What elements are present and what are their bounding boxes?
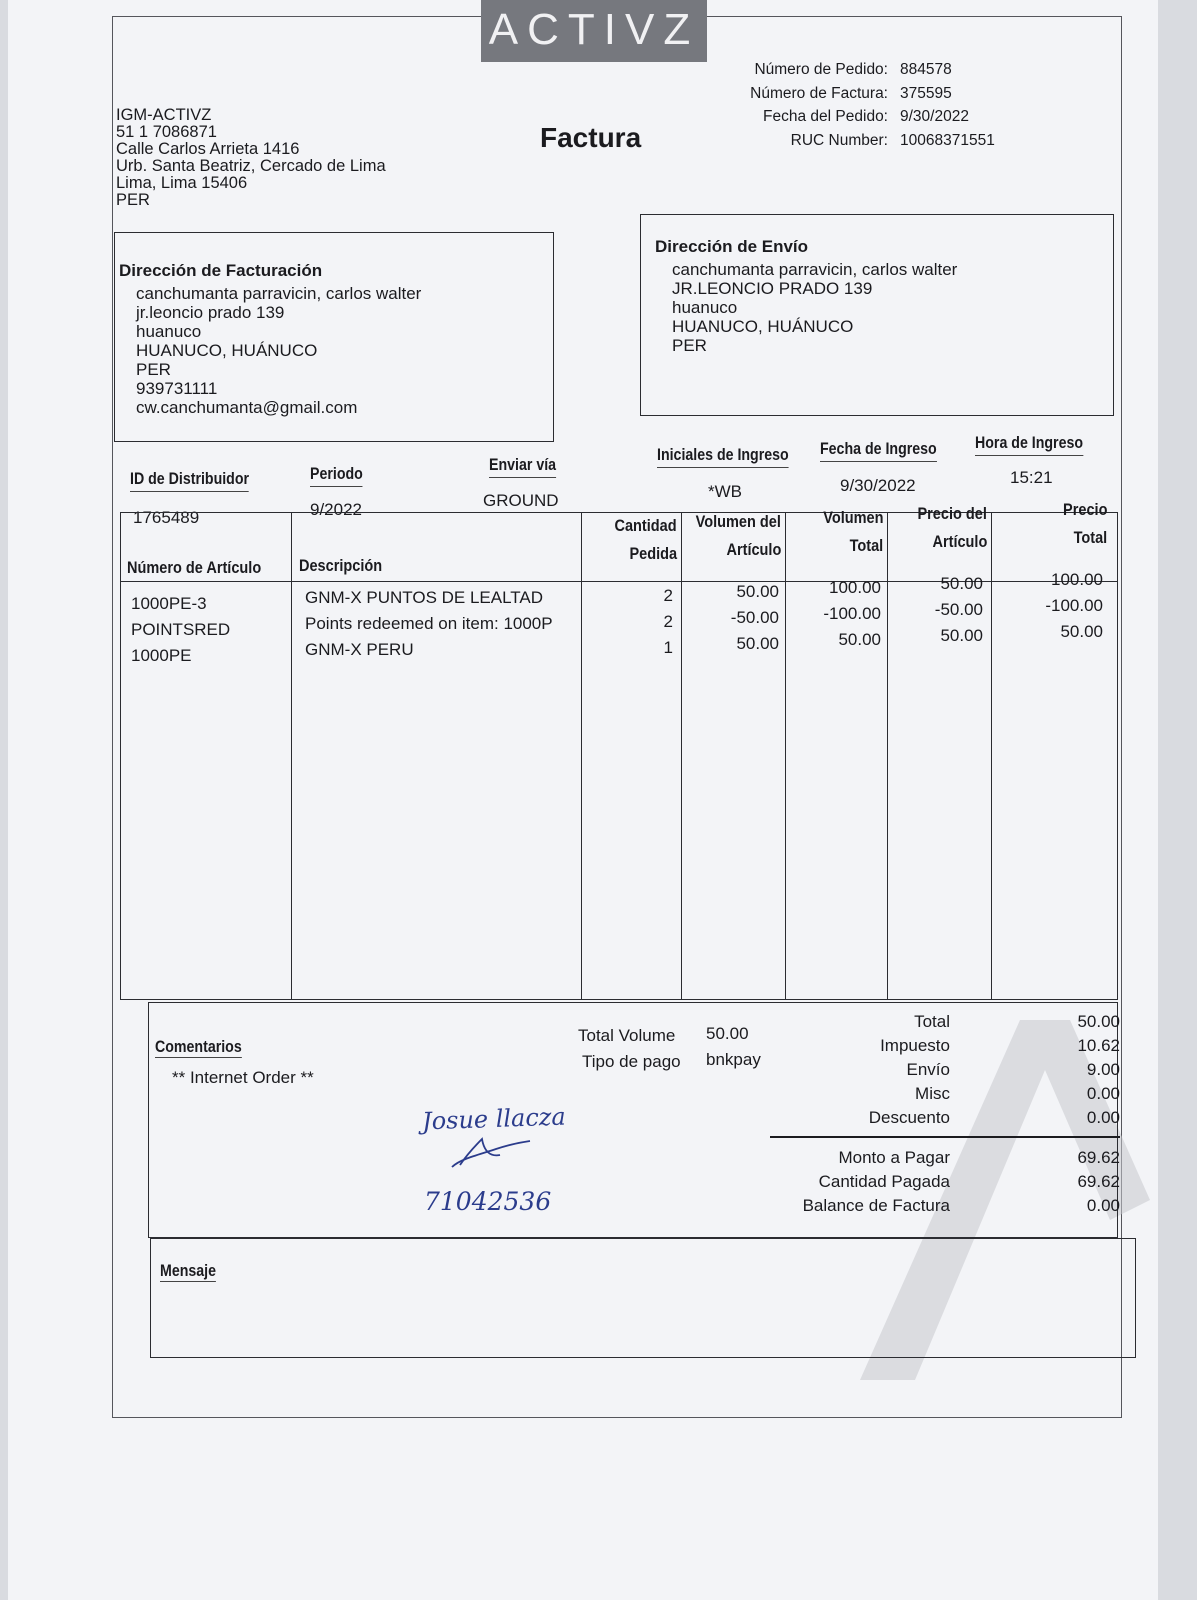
- header-price-total-line1: Precio: [1062, 501, 1107, 519]
- header-qty-line1: Cantidad: [614, 517, 677, 535]
- shipping-address-box: [640, 214, 1114, 416]
- order-number-value: 884578: [900, 61, 952, 78]
- entry-initials-value: *WB: [708, 482, 742, 501]
- item-price: -50.00: [934, 600, 983, 619]
- column-divider: [785, 513, 786, 999]
- total-volume-value: 50.00: [706, 1024, 749, 1043]
- shipping-line: huanuco: [672, 298, 738, 317]
- totals-row: [770, 1084, 1120, 1108]
- entry-initials-label: Iniciales de Ingreso: [657, 446, 789, 468]
- totals-label: Descuento: [868, 1108, 950, 1127]
- item-number: 1000PE: [131, 646, 192, 665]
- company-street: Calle Carlos Arrieta 1416: [116, 140, 300, 158]
- entry-date-value: 9/30/2022: [840, 476, 916, 495]
- item-number: POINTSRED: [131, 620, 231, 639]
- header-item-number: Número de Artículo: [127, 559, 262, 577]
- item-price: 50.00: [940, 574, 983, 593]
- billing-line: PER: [136, 360, 171, 379]
- totals-row: [770, 1108, 1120, 1132]
- amount-due-value: 69.62: [1077, 1148, 1120, 1167]
- shipping-title: Dirección de Envío: [655, 237, 809, 256]
- shipping-line: PER: [672, 336, 707, 355]
- company-country: PER: [116, 191, 150, 209]
- invoice-number-label: Número de Factura:: [750, 84, 888, 102]
- column-divider: [291, 513, 292, 999]
- billing-line: HUANUCO, HUÁNUCO: [136, 341, 318, 360]
- item-price-total: -100.00: [1045, 596, 1103, 615]
- totals-row: [770, 1060, 1120, 1084]
- entry-date-label: Fecha de Ingreso: [820, 440, 937, 462]
- totals-label: Envío: [906, 1060, 950, 1079]
- item-description: Points redeemed on item: 1000P: [305, 614, 553, 633]
- item-volume-total: 100.00: [829, 578, 881, 597]
- item-description: GNM-X PUNTOS DE LEALTAD: [305, 588, 544, 607]
- header-description: Descripción: [299, 557, 383, 575]
- item-qty: 2: [663, 612, 673, 631]
- item-qty: 2: [663, 586, 673, 605]
- shipping-line: HUANUCO, HUÁNUCO: [672, 317, 854, 336]
- entry-time-value: 15:21: [1010, 468, 1053, 487]
- distributor-id-value: 1765489: [133, 508, 200, 527]
- column-divider: [681, 513, 682, 999]
- header-volume-item-line2: Artículo: [726, 541, 781, 559]
- item-volume-total: -100.00: [823, 604, 881, 623]
- distributor-id-label: ID de Distribuidor: [130, 470, 249, 492]
- item-qty: 1: [663, 638, 673, 657]
- signature-id: 71042536: [424, 1187, 552, 1216]
- order-meta: [720, 58, 995, 152]
- description-cell: [305, 585, 553, 663]
- header-price-item-line1: Precio del: [917, 505, 987, 523]
- company-logo: ACTIVZ: [481, 0, 707, 62]
- company-address: [116, 107, 386, 209]
- message-box: [150, 1238, 1136, 1358]
- invoice-balance-label: Balance de Factura: [802, 1196, 950, 1215]
- ship-via-label: Enviar vía: [489, 456, 556, 478]
- header-volume-item-line1: Volumen del: [695, 513, 781, 531]
- item-price-total: 100.00: [1051, 570, 1103, 589]
- signature-name: Josue llacza: [421, 1102, 567, 1136]
- final-row: [770, 1196, 1120, 1220]
- totals-value: 50.00: [1077, 1012, 1120, 1031]
- total-volume-label: Total Volume: [578, 1026, 676, 1045]
- item-volume: 50.00: [736, 634, 779, 653]
- handwritten-signature: [420, 1102, 590, 1216]
- price-total-cell: [1045, 567, 1103, 645]
- column-divider: [581, 513, 582, 999]
- amount-paid-label: Cantidad Pagada: [818, 1172, 950, 1191]
- ship-via-value: GROUND: [483, 491, 559, 510]
- billing-title: Dirección de Facturación: [119, 261, 323, 280]
- item-volume: -50.00: [730, 608, 779, 627]
- billing-email: cw.canchumanta@gmail.com: [136, 398, 358, 417]
- billing-line: jr.leoncio prado 139: [136, 303, 285, 322]
- entry-time-label: Hora de Ingreso: [975, 434, 1083, 456]
- message-label: Mensaje: [160, 1262, 217, 1280]
- header-qty-line2: Pedida: [629, 545, 677, 563]
- period-label: Periodo: [310, 465, 363, 487]
- item-description: GNM-X PERU: [305, 640, 414, 659]
- totals-label: Misc: [915, 1084, 950, 1103]
- billing-address-box: [114, 232, 554, 442]
- header-volume-total-line1: Volumen: [822, 509, 883, 527]
- item-number: 1000PE-3: [131, 594, 207, 613]
- invoice-balance-value: 0.00: [1086, 1196, 1120, 1215]
- final-row: [770, 1172, 1120, 1196]
- column-divider: [991, 513, 992, 999]
- qty-cell: [664, 583, 673, 661]
- header-volume-total-line2: Total: [849, 537, 883, 555]
- ruc-value: 10068371551: [900, 131, 995, 149]
- totals-label: Total: [914, 1012, 950, 1031]
- billing-line: 939731111: [136, 379, 218, 398]
- totals-value: 0.00: [1086, 1108, 1120, 1127]
- comment-text: ** Internet Order **: [172, 1068, 314, 1087]
- payment-type-label: Tipo de pago: [582, 1052, 681, 1071]
- company-city: Lima, Lima 15406: [116, 174, 248, 192]
- volume-item-cell: [731, 579, 779, 657]
- column-divider: [887, 513, 888, 999]
- order-date-label: Fecha del Pedido:: [763, 108, 888, 125]
- shipping-line: JR.LEONCIO PRADO 139: [672, 279, 873, 298]
- period-value: 9/2022: [310, 500, 362, 519]
- totals-label: Impuesto: [880, 1036, 950, 1055]
- price-item-cell: [935, 571, 983, 649]
- invoice-number-value: 375595: [900, 84, 952, 102]
- order-date-value: 9/30/2022: [900, 108, 969, 125]
- billing-line: canchumanta parravicin, carlos walter: [136, 284, 422, 303]
- totals-row: [770, 1012, 1120, 1036]
- company-name: IGM-ACTIVZ: [116, 106, 212, 124]
- header-price-item-line2: Artículo: [932, 533, 987, 551]
- document-title: Factura: [540, 122, 642, 153]
- item-volume: 50.00: [736, 582, 779, 601]
- totals-table: [770, 1012, 1120, 1220]
- amount-paid-value: 69.62: [1077, 1172, 1120, 1191]
- shipping-line: canchumanta parravicin, carlos walter: [672, 260, 958, 279]
- totals-value: 0.00: [1086, 1084, 1120, 1103]
- totals-value: 10.62: [1077, 1036, 1120, 1055]
- company-district: Urb. Santa Beatriz, Cercado de Lima: [116, 157, 386, 175]
- totals-value: 9.00: [1086, 1060, 1120, 1079]
- item-price-total: 50.00: [1060, 622, 1103, 641]
- order-number-label: Número de Pedido:: [754, 61, 888, 78]
- comments-label: Comentarios: [155, 1038, 242, 1056]
- amount-due-label: Monto a Pagar: [838, 1148, 950, 1167]
- final-row: [770, 1148, 1120, 1172]
- header-price-total-line2: Total: [1073, 529, 1107, 547]
- volume-total-cell: [823, 575, 881, 653]
- company-phone: 51 1 7086871: [116, 123, 217, 141]
- totals-row: [770, 1036, 1120, 1060]
- item-volume-total: 50.00: [838, 630, 881, 649]
- totals-rule: [770, 1136, 1120, 1138]
- payment-type-value: bnkpay: [706, 1050, 761, 1069]
- item-number-cell: [131, 591, 230, 669]
- billing-line: huanuco: [136, 322, 202, 341]
- item-price: 50.00: [940, 626, 983, 645]
- ruc-label: RUC Number:: [790, 131, 888, 149]
